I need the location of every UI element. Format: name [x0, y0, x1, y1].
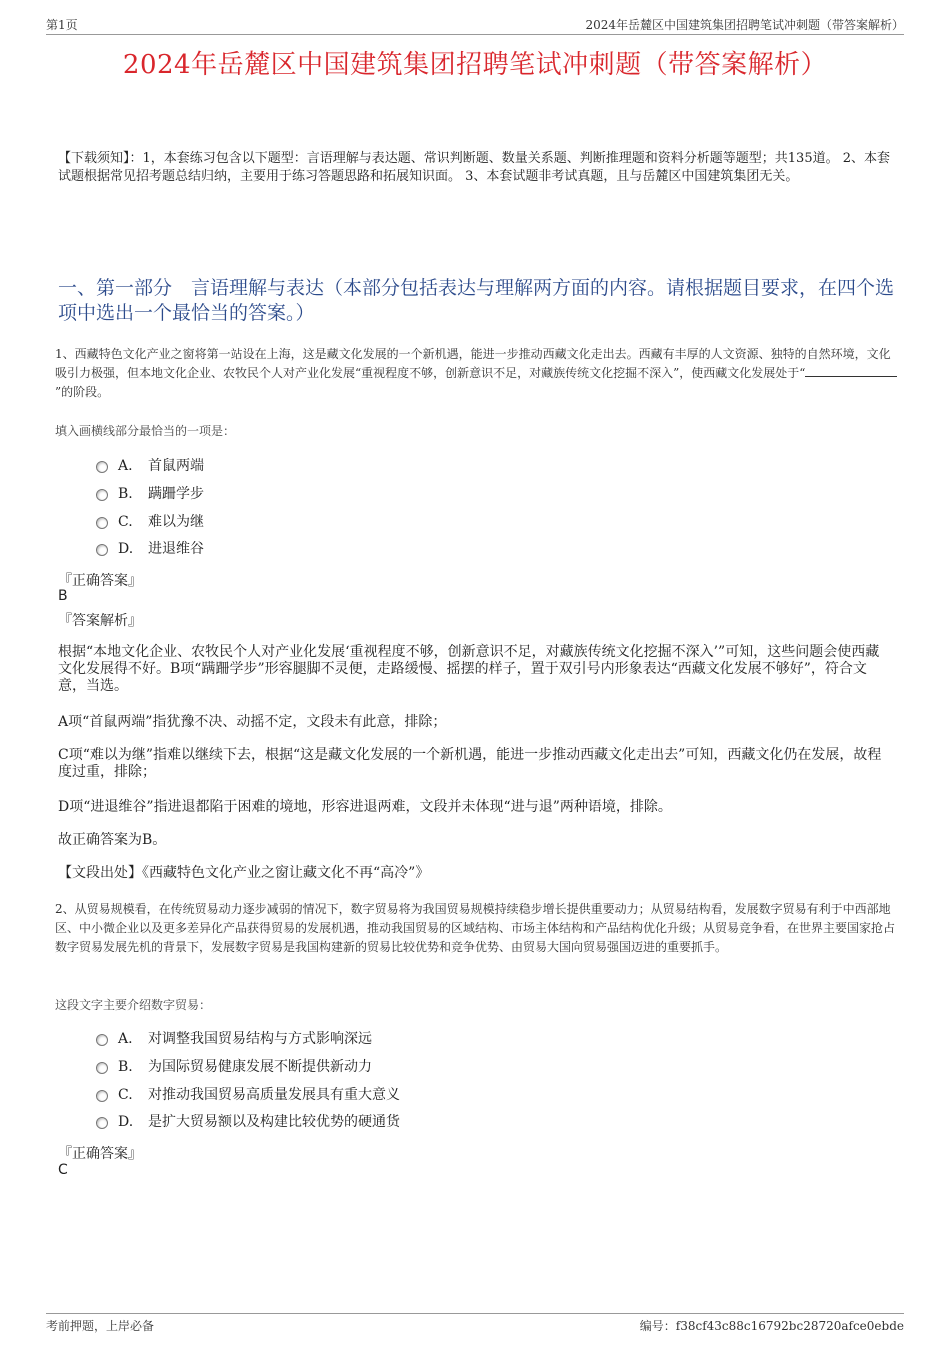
option-text: 对调整我国贸易结构与方式影响深远 — [148, 1031, 372, 1047]
question-1-stem-end: ”的阶段。 — [55, 385, 110, 399]
question-2-prompt: 这段文字主要介绍数字贸易： — [55, 998, 212, 1012]
correct-answer: B — [58, 588, 68, 604]
page-number: 第1页 — [46, 18, 78, 32]
page-footer — [46, 1313, 904, 1334]
analysis-paragraph: A项“首鼠两端”指犹豫不决、动摇不定，文段未有此意，排除； — [58, 714, 447, 730]
radio-button-icon[interactable] — [96, 1062, 108, 1074]
analysis-label: 『答案解析』 — [58, 613, 142, 629]
download-notice: 【下载须知】：1，本套练习包含以下题型：言语理解与表达题、常识判断题、数量关系题、判断推理题和资料分析题等题型；共135道。 2、本套试题根据常见招考题总结归纳，主要用于练习答题思路和拓展知识面。 3、本套试题非考试真题，且与岳麓区中国建筑集团无关。 — [58, 151, 890, 184]
radio-button-icon[interactable] — [96, 1034, 108, 1046]
analysis-conclusion: 故正确答案为B。 — [58, 832, 167, 848]
radio-button-icon[interactable] — [96, 1090, 108, 1102]
analysis-paragraph: C项“难以为继”指难以继续下去，根据“这是藏文化发展的一个新机遇，能进一步推动西藏文化走出去”可知，西藏文化仍在发展，故程度过重，排除； — [58, 747, 882, 780]
option-text: 为国际贸易健康发展不断提供新动力 — [148, 1059, 372, 1075]
page-header — [46, 14, 904, 35]
correct-answer: C — [58, 1162, 68, 1178]
option-letter: B. — [118, 486, 133, 502]
option-letter: A. — [118, 458, 133, 474]
question-1-prompt: 填入画横线部分最恰当的一项是： — [55, 424, 236, 438]
question-1-stem — [55, 345, 900, 402]
option-letter: C. — [118, 514, 133, 530]
option-letter: B. — [118, 1059, 133, 1075]
radio-button-icon[interactable] — [96, 489, 108, 501]
option-text: 进退维谷 — [148, 541, 204, 557]
section-title: 一、第一部分 言语理解与表达（本部分包括表达与理解两方面的内容。请根据题目要求，在四个选项中选出一个最恰当的答案。） — [58, 277, 895, 324]
source-citation: 【文段出处】《西藏特色文化产业之窗让藏文化不再“高冷”》 — [58, 865, 430, 881]
document-id: 编号：f38cf43c88c16792bc28720afce0ebde — [639, 1319, 904, 1333]
analysis-paragraph: D项“进退维谷”指进退都陷于困难的境地，形容进退两难，文段并未体现“进与退”两种语境，排除。 — [58, 799, 672, 815]
option-letter: D. — [118, 1114, 134, 1130]
option-letter: A. — [118, 1031, 133, 1047]
analysis-paragraph: 根据“本地文化企业、农牧民个人对产业化发展‘重视程度不够，创新意识不足，对藏族传统文化挖掘不深入’”可知，这些问题会使西藏文化发展得不好。B项“蹒跚学步”形容腿脚不灵便，走路缓慢、摇摆的样子，置于双引号内形象表达“西藏文化发展不够好”，符合文意，当选。 — [58, 644, 880, 694]
option-text: 难以为继 — [148, 514, 204, 530]
option-letter: D. — [118, 541, 134, 557]
option-text: 蹒跚学步 — [148, 486, 204, 502]
radio-button-icon[interactable] — [96, 544, 108, 556]
answer-label: 『正确答案』 — [58, 573, 142, 589]
radio-button-icon[interactable] — [96, 517, 108, 529]
option-text: 首鼠两端 — [148, 458, 204, 474]
fill-blank — [805, 364, 897, 377]
option-text: 是扩大贸易额以及构建比较优势的硬通货 — [148, 1114, 400, 1130]
question-2-stem: 2、从贸易规模看，在传统贸易动力逐步减弱的情况下，数字贸易将为我国贸易规模持续稳步增长提供重要动力；从贸易结构看，发展数字贸易有利于中西部地区、中小微企业以及更多差异化产品获得贸易的发展机遇，推动我国贸易的区域结构、市场主体结构和产品结构优化升级；从贸易竞争看，在世界主要国家抢占数字贸易发展先机的背景下，发展数字贸易是我国构建新的贸易比较优势和竞争优势、由贸易大国向贸易强国迈进的重要抓手。 — [55, 902, 896, 954]
radio-button-icon[interactable] — [96, 461, 108, 473]
radio-button-icon[interactable] — [96, 1117, 108, 1129]
option-text: 对推动我国贸易高质量发展具有重大意义 — [148, 1087, 400, 1103]
option-letter: C. — [118, 1087, 133, 1103]
footer-slogan: 考前押题，上岸必备 — [46, 1319, 155, 1333]
page-title: 2024年岳麓区中国建筑集团招聘笔试冲刺题（带答案解析） — [122, 50, 828, 80]
question-1-stem-text: 1、西藏特色文化产业之窗将第一站设在上海，这是藏文化发展的一个新机遇，能进一步推动西藏文化走出去。西藏有丰厚的人文资源、独特的自然环境，文化吸引力极强，但本地文化企业、农牧民个人对产业化发展“重视程度不够，创新意识不足，对藏族传统文化挖掘不深入”，使西藏文化发展处于“ — [55, 347, 891, 380]
answer-label: 『正确答案』 — [58, 1146, 142, 1162]
header-doc-title: 2024年岳麓区中国建筑集团招聘笔试冲刺题（带答案解析） — [585, 18, 904, 32]
